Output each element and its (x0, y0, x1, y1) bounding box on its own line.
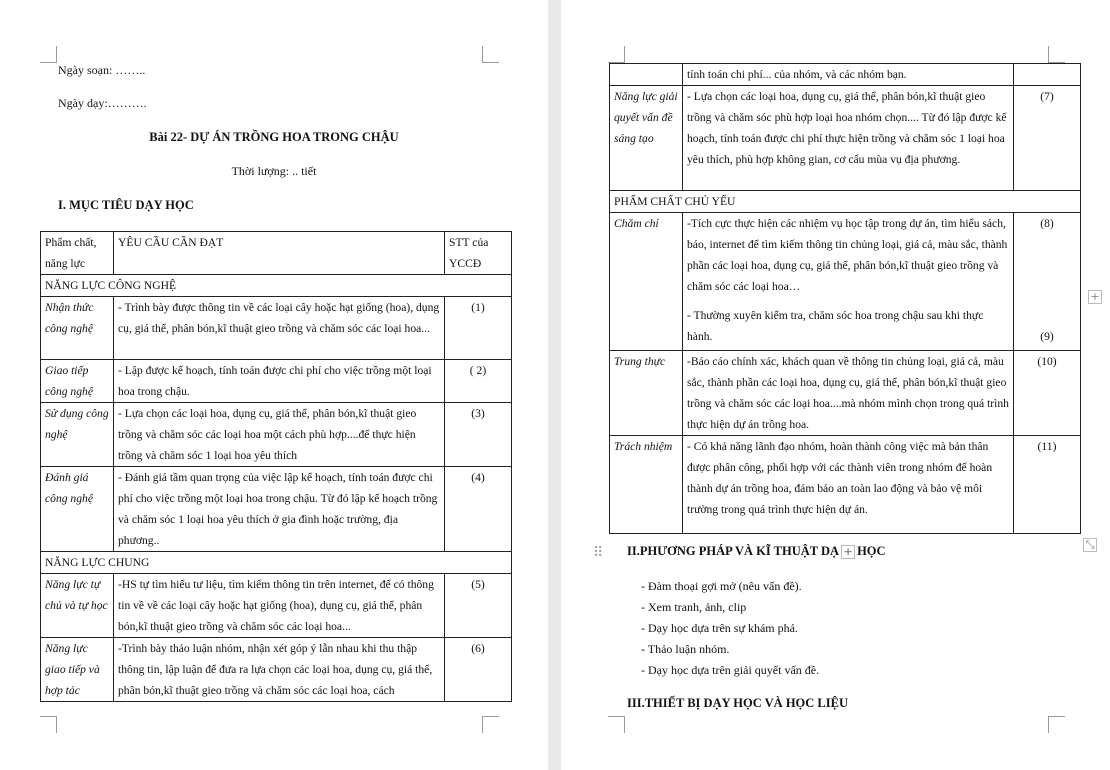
code-cell: (5) (445, 574, 512, 638)
requirement-part-a: -Tích cực thực hiện các nhiệm vụ học tập trong dự án, tìm hiểu sách, báo, internet để tìm kiếm thông tin chủng loại, giá cả, màu sắc, thành phần các loại hoa, dụng cụ, giá thể, phân bón,kĩ thuật gieo trồng và chăm sóc các loại hoa… (687, 217, 1008, 293)
section-equipment: III.THIẾT BỊ DẠY HỌC VÀ HỌC LIỆU (627, 696, 849, 710)
crop-mark (1048, 716, 1065, 733)
crop-mark (40, 46, 57, 63)
code-b: (9) (1040, 330, 1054, 343)
criterion-cell: Nhận thức công nghệ (41, 297, 114, 360)
group-tech-competence: NĂNG LỰC CÔNG NGHỆ (41, 275, 512, 297)
teach-date: Ngày dạy:………. (58, 96, 147, 110)
requirement-part-b: - Thường xuyên kiểm tra, chăm sóc hoa trong chậu sau khi thực hành. (687, 309, 984, 343)
crop-mark (608, 716, 625, 733)
requirement-cell: - Lập được kế hoạch, tính toán được chi phí cho việc trồng một loại hoa trong chậu. (114, 360, 445, 403)
insert-plus-icon[interactable]: + (841, 545, 855, 559)
objectives-table-continued (609, 63, 1081, 534)
group-key-qualities: PHẨM CHẤT CHỦ YẾU (610, 191, 1081, 213)
code-cell: (11) (1014, 436, 1081, 534)
requirement-cell: - Lựa chọn các loại hoa, dụng cụ, giá thể, phân bón,kĩ thuật gieo trồng và chăm sóc phù hợp loại hoa nhóm chọn.... Từ đó lập được kế hoạch, tính toán được chi phí thực hiện trồng và chăm sóc 1 loại hoa yêu thích, phù hợp không gian, cơ cấu mùa vụ địa phương. (683, 86, 1014, 191)
criterion-cell (610, 64, 683, 86)
table-row (610, 351, 1081, 436)
requirement-cell: -Báo cáo chính xác, khách quan về thông tin chủng loại, giá cả, màu sắc, thành phần các loại hoa, dụng cụ, giá thể, phân bón,kĩ thuật gieo trồng và chăm sóc các loại hoa....mà nhóm mình chọn trong quá trình thực hiện dự án trồng hoa. (683, 351, 1014, 436)
table-row (41, 638, 512, 702)
criterion-cell: Năng lực tự chủ và tự học (41, 574, 114, 638)
lesson-title: Bài 22- DỰ ÁN TRỒNG HOA TRONG CHẬU (149, 130, 399, 144)
table-row (610, 86, 1081, 191)
header-code: STT của YCCĐ (445, 232, 512, 275)
crop-mark (482, 46, 499, 63)
section-methods-label: II.PHƯƠNG PHÁP VÀ KĨ THUẬT DẠ (627, 544, 840, 558)
code-a: (8) (1040, 217, 1054, 230)
crop-mark (40, 716, 57, 733)
code-cell: (10) (1014, 351, 1081, 436)
right-page (561, 0, 1110, 770)
table-resize-icon[interactable]: ⤡ (1083, 538, 1097, 552)
header-criterion: Phẩm chất, năng lực (41, 232, 114, 275)
section-methods-tail: HỌC (857, 544, 886, 558)
code-cell (1014, 213, 1081, 351)
section-methods (627, 544, 886, 559)
drag-handle-icon[interactable]: ⠿ (593, 546, 604, 561)
code-cell: (4) (445, 467, 512, 552)
objectives-table (40, 231, 512, 702)
criterion-cell: Đánh giá công nghệ (41, 467, 114, 552)
criterion-cell: Trung thực (610, 351, 683, 436)
requirement-cell: - Trình bày được thông tin về các loại cây hoặc hạt giống (hoa), dụng cụ, giá thể, phân bón,kĩ thuật gieo trồng và chăm sóc các loại hoa... (114, 297, 445, 360)
table-row (41, 297, 512, 360)
criterion-cell: Giao tiếp công nghệ (41, 360, 114, 403)
criterion-cell: Chăm chỉ (610, 213, 683, 351)
section-objectives: I. MỤC TIÊU DẠY HỌC (58, 198, 194, 212)
requirement-cell: -Trình bày thảo luận nhóm, nhận xét góp ý lẫn nhau khi thu thập thông tin, lập luận để đưa ra lựa chọn các loại hoa, dụng cụ, giá thể, phân bón,kĩ thuật gieo trồng và chăm sóc các loại hoa, cách (114, 638, 445, 702)
crop-mark (608, 46, 625, 63)
requirement-cell: tính toán chi phí... của nhóm, và các nhóm bạn. (683, 64, 1014, 86)
group-general-competence: NĂNG LỰC CHUNG (41, 552, 512, 574)
requirement-cell: - Đánh giá tầm quan trọng của việc lập kế hoạch, tính toán được chi phí cho việc trồng một loại hoa trong chậu. Từ đó lập kế hoạch trồng và chăm sóc 1 loại hoa yêu thích ở gia đình hoặc trường, địa phương.. (114, 467, 445, 552)
code-cell: (1) (445, 297, 512, 360)
requirement-cell (683, 213, 1014, 351)
list-item: - Thảo luận nhóm. (641, 642, 730, 656)
prep-date: Ngày soạn: …….. (58, 63, 146, 77)
table-header-row (41, 232, 512, 275)
list-item: - Đàm thoại gợi mở (nêu vấn đề). (641, 579, 802, 593)
code-cell (1014, 64, 1081, 86)
table-row (41, 403, 512, 467)
criterion-cell: Sử dụng công nghệ (41, 403, 114, 467)
table-row (41, 467, 512, 552)
requirement-cell: - Lựa chọn các loại hoa, dụng cụ, giá thể, phân bón,kĩ thuật gieo trồng và chăm sóc các loại hoa một cách phù hợp....để thực hiện trồng và chăm sóc 1 loại hoa yêu thích (114, 403, 445, 467)
code-cell: (6) (445, 638, 512, 702)
list-item: - Dạy học dựa trên sự khám phá. (641, 621, 798, 635)
criterion-cell: Trách nhiệm (610, 436, 683, 534)
table-row (610, 213, 1081, 351)
table-row (610, 436, 1081, 534)
requirement-cell: - Có khả năng lãnh đạo nhóm, hoàn thành công việc mà bản thân được phân công, phối hợp với các thành viên trong nhóm để hoàn thành dự án trồng hoa, đảm bảo an toàn lao động và bảo vệ môi trường trong quá trình thực hiện dự án. (683, 436, 1014, 534)
criterion-cell: Năng lực giải quyết vấn đề sáng tạo (610, 86, 683, 191)
requirement-cell: -HS tự tìm hiểu tư liệu, tìm kiếm thông tin trên internet, để có thông tin về về các loại cây hoặc hạt giống (hoa), dụng cụ, giá thể, phân bón,kĩ thuật gieo trồng và chăm sóc các loại hoa... (114, 574, 445, 638)
table-row (41, 360, 512, 403)
code-cell: ( 2) (445, 360, 512, 403)
methods-list (641, 576, 819, 681)
left-page (0, 0, 548, 770)
crop-mark (482, 716, 499, 733)
code-cell: (3) (445, 403, 512, 467)
list-item: - Dạy học dựa trên giải quyết vấn đề. (641, 663, 820, 677)
table-row (610, 64, 1081, 86)
table-row (41, 574, 512, 638)
header-requirement: YÊU CẦU CẦN ĐẠT (114, 232, 445, 275)
add-column-plus-icon[interactable]: + (1088, 290, 1102, 304)
duration: Thời lượng: .. tiết (231, 164, 317, 178)
code-cell: (7) (1014, 86, 1081, 191)
list-item: - Xem tranh, ảnh, clip (641, 600, 747, 614)
crop-mark (1048, 46, 1065, 63)
criterion-cell: Năng lực giao tiếp và hợp tác (41, 638, 114, 702)
